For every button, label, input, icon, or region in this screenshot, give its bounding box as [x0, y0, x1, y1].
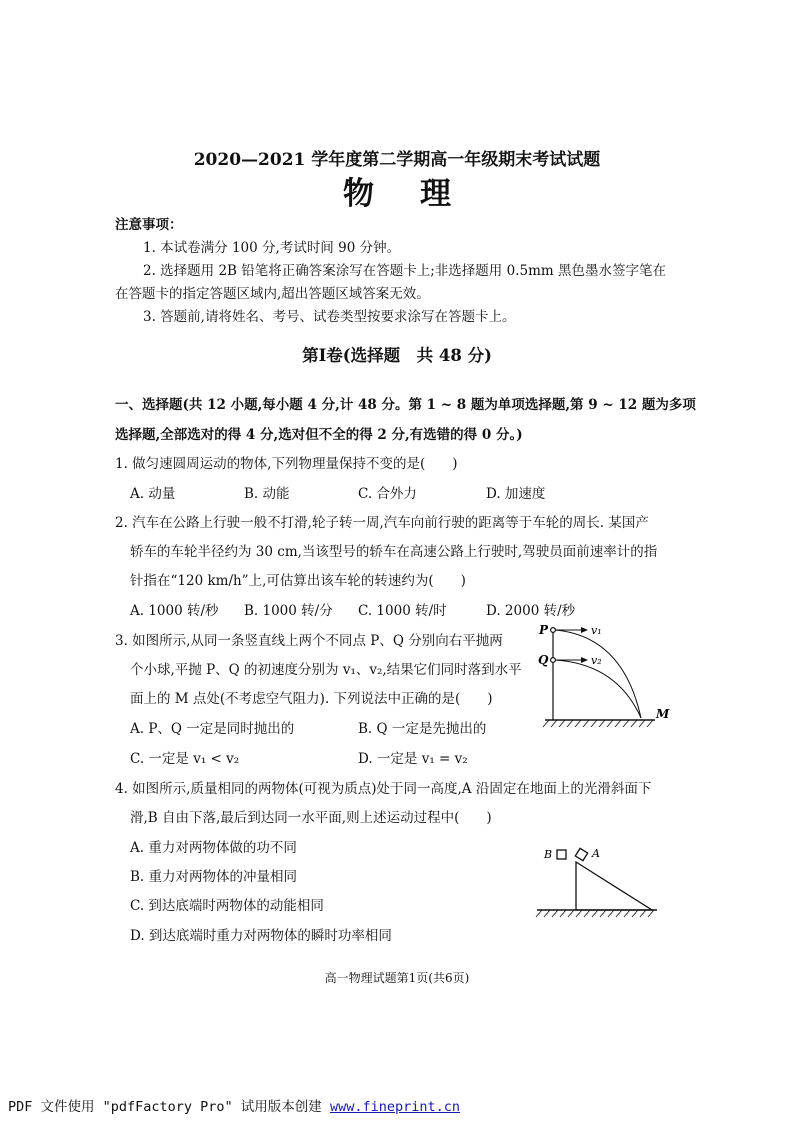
- pdf-watermark-text: PDF 文件使用 "pdfFactory Pro" 试用版本创建: [8, 1099, 330, 1115]
- part1-instructions-line-1: 一、选择题(共 12 小题,每小题 4 分,计 48 分。第 1 ~ 8 题为单项选择题,第 9 ~ 12 题为多项: [115, 397, 696, 413]
- question-3-line-1: 3. 如图所示,从同一条竖直线上两个不同点 P、Q 分别向右平抛两: [115, 633, 503, 649]
- fineprint-link[interactable]: www.fineprint.cn: [329, 1099, 460, 1115]
- label-q: Q: [538, 653, 549, 667]
- label-b: B: [544, 848, 553, 861]
- question-2-option-c: C. 1000 转/时: [358, 603, 447, 619]
- question-2-option-b: B. 1000 转/分: [244, 603, 333, 619]
- trajectory-q: [555, 660, 641, 718]
- notice-item-2-line-1: 2. 选择题用 2B 铅笔将正确答案涂写在答题卡上;非选择题用 0.5mm 黑色墨水签字笔在: [143, 263, 666, 279]
- question-1-stem: 1. 做匀速圆周运动的物体,下列物理量保持不变的是( ): [115, 456, 458, 472]
- incline-diagram: [532, 840, 662, 920]
- block-a: [575, 848, 587, 860]
- question-2-option-a: A. 1000 转/秒: [130, 603, 219, 619]
- question-3-option-c: C. 一定是 v₁ < v₂: [130, 751, 240, 767]
- question-2-line-3: 针指在“120 km/h”上,可估算出该车轮的转速约为( ): [130, 573, 466, 589]
- question-4-option-a: A. 重力对两物体做的功不同: [130, 840, 297, 856]
- label-a: A: [592, 847, 600, 860]
- notice-item-3: 3. 答题前,请将姓名、考号、试卷类型按要求涂写在答题卡上。: [143, 309, 516, 325]
- question-1-option-b: B. 动能: [244, 486, 290, 502]
- pdf-watermark: [8, 1095, 460, 1115]
- incline: [576, 862, 652, 910]
- question-4-option-b: B. 重力对两物体的冲量相同: [130, 869, 298, 885]
- notice-item-1: 1. 本试卷满分 100 分,考试时间 90 分钟。: [143, 240, 401, 256]
- question-3-line-2: 个小球,平抛 P、Q 的初速度分别为 v₁、v₂,结果它们同时落到水平: [130, 662, 522, 678]
- part1-instructions-line-2: 选择题,全部选对的得 4 分,选对但不全的得 2 分,有选错的得 0 分。): [115, 427, 523, 443]
- question-4-option-d: D. 到达底端时重力对两物体的瞬时功率相同: [130, 928, 392, 944]
- notice-item-2-line-2: 在答题卡的指定答题区域内,超出答题区域答案无效。: [115, 286, 430, 302]
- v2-arrowhead: [581, 657, 588, 663]
- question-1-option-c: C. 合外力: [358, 486, 417, 502]
- projectile-diagram: [535, 618, 685, 736]
- question-2-option-d: D. 2000 转/秒: [486, 603, 576, 619]
- label-m: M: [656, 707, 670, 721]
- question-4-line-2: 滑,B 自由下落,最后到达同一水平面,则上述运动过程中( ): [130, 810, 492, 826]
- question-1-option-d: D. 加速度: [486, 486, 546, 502]
- ground-hatching: [536, 910, 654, 917]
- point-q-marker: [551, 658, 556, 663]
- question-3-option-b: B. Q 一定是先抛出的: [358, 721, 487, 737]
- label-v1: v₁: [591, 624, 602, 637]
- section-title: 第Ⅰ卷(选择题 共 48 分): [302, 346, 492, 365]
- question-3-line-3: 面上的 M 点处(不考虑空气阻力). 下列说法中正确的是( ): [130, 691, 493, 707]
- exam-title: 2020—2021 学年度第二学期高一年级期末考试试题: [193, 150, 601, 170]
- block-b: [557, 850, 566, 859]
- notice-heading: 注意事项：: [115, 217, 183, 233]
- ground-hatching: [543, 720, 653, 727]
- question-4-option-c: C. 到达底端时两物体的动能相同: [130, 898, 324, 914]
- question-2-line-2: 轿车的车轮半径约为 30 cm,当该型号的轿车在高速公路上行驶时,驾驶员面前速率计的指: [130, 544, 658, 560]
- page-footer: 高一物理试题第1页(共6页): [324, 971, 470, 985]
- subject-title: 物理: [343, 176, 497, 212]
- v1-arrowhead: [581, 627, 588, 633]
- question-1-option-a: A. 动量: [130, 486, 176, 502]
- question-3-option-d: D. 一定是 v₁ = v₂: [358, 751, 468, 767]
- question-2-line-1: 2. 汽车在公路上行驶一般不打滑,轮子转一周,汽车向前行驶的距离等于车轮的周长. 某国产: [115, 515, 649, 531]
- label-v2: v₂: [591, 654, 602, 667]
- question-4-line-1: 4. 如图所示,质量相同的两物体(可视为质点)处于同一高度,A 沿固定在地面上的光滑斜面下: [115, 781, 652, 797]
- point-p-marker: [551, 628, 556, 633]
- trajectory-p: [555, 630, 641, 718]
- label-p: P: [539, 623, 549, 637]
- question-3-option-a: A. P、Q 一定是同时抛出的: [130, 721, 295, 737]
